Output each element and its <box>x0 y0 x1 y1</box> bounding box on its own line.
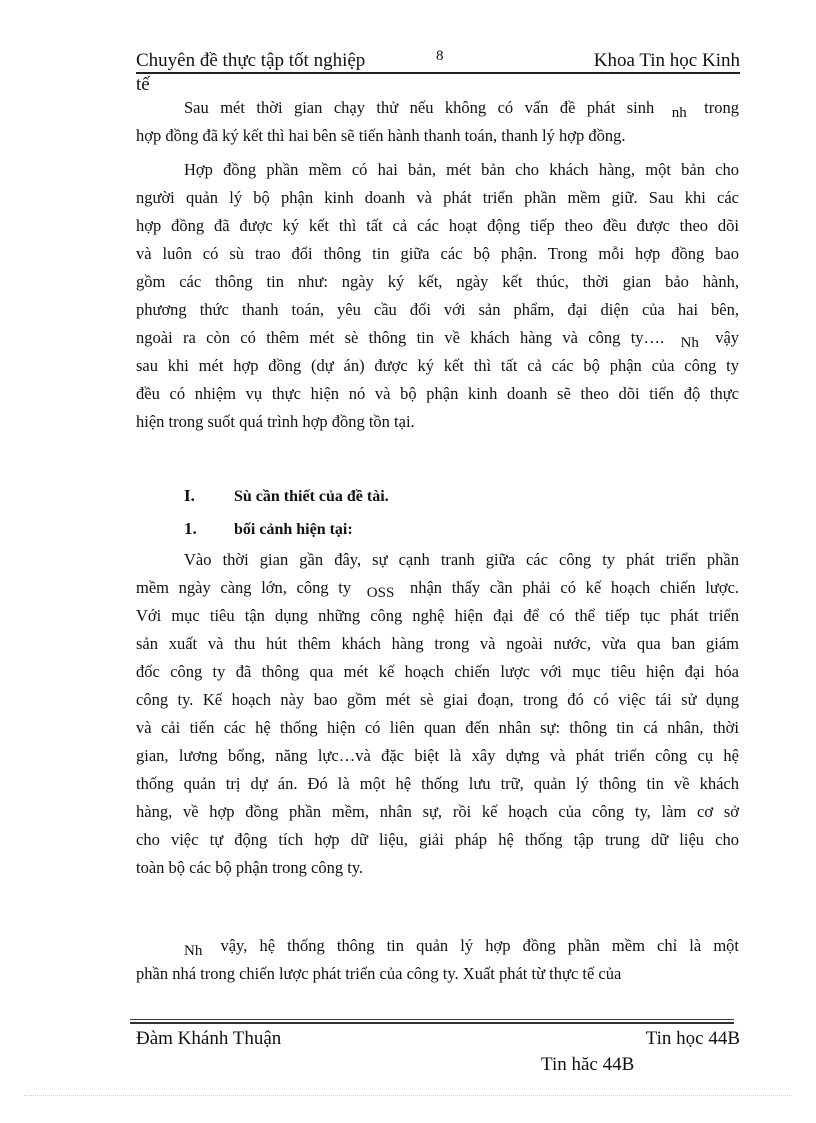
text-line: Hợp đồng phần mềm có hai bản, mét bản cho khách hàng, một bản cho <box>184 160 739 179</box>
text-line: và cải tiến các hệ thống hiện có liên quan đến nhân sự: thông tin cá nhân, thời <box>136 718 739 737</box>
header-faculty: Khoa Tin học Kinh <box>593 50 740 71</box>
page-header <box>136 50 740 74</box>
text-line: sau khi mét hợp đồng (dự án) được ký kết thì tất cả các bộ phận của công ty <box>136 356 739 375</box>
text-line: phần nhá trong chiến lược phát triển của công ty. Xuất phát từ thực tế của <box>136 964 622 983</box>
text-line: Sau mét thời gian chạy thử nếu không có vấn đề phát sinh nh trong <box>184 98 740 121</box>
text-line: toàn bộ các bộ phận trong công ty. <box>136 858 364 877</box>
text-line: đều có nhiệm vụ thực hiện nó và bộ phận kinh doanh sẽ theo dõi tiến độ thực <box>136 384 739 403</box>
text-line: sản xuất và thu hút thêm khách hàng trong và ngoài nước, vừa qua ban giám <box>136 634 739 653</box>
header-wrap-text: tế <box>136 74 150 95</box>
section-heading <box>184 486 389 506</box>
paragraph-1 <box>136 94 739 150</box>
text-line: hàng, về hợp đồng phần mềm, nhân sự, rồi kế hoạch của công ty, làm cơ sở <box>136 802 739 821</box>
text-line: đốc công ty đã thông qua mét kế hoạch chiến lược với mục tiêu hiện đại hóa <box>136 662 739 681</box>
text-line: phương thức thanh toán, yêu cầu đối với sản phẩm, đại diện của hai bên, <box>136 300 739 319</box>
page-bottom-dotted-line <box>24 1095 792 1096</box>
text-line: cho việc tự động tích hợp dữ liệu, giải pháp hệ thống tập trung dữ liệu cho <box>136 830 739 849</box>
text-line: công ty. Kế hoạch này bao gồm mét sè giai đoạn, trong đó có việc tái sử dụng <box>136 690 739 709</box>
footer-rule-double <box>130 1022 734 1024</box>
section-title: Sù cần thiết của đề tài. <box>234 488 389 505</box>
author-name: Đàm Khánh Thuận <box>136 1028 282 1049</box>
text-line: Nh vậy, hệ thống thông tin quản lý hợp đồng phần mềm chỉ là một <box>184 936 739 959</box>
class-label-duplicate: Tin hăc 44B <box>541 1054 635 1075</box>
paragraph-2 <box>136 156 739 436</box>
text-line: Vào thời gian gần đây, sự cạnh tranh giữa các công ty phát triển phần <box>184 550 739 569</box>
class-label: Tin học 44B <box>645 1028 740 1049</box>
text-line: hiện trong suốt quá trình hợp đồng tồn tại. <box>136 412 415 431</box>
section-number: I. <box>184 486 195 505</box>
text-line: ngoài ra còn có thêm mét sè thông tin về khách hàng và công ty…. Nh vậy <box>136 328 740 351</box>
page-number: 8 <box>436 48 444 64</box>
text-line: người quản lý bộ phận kinh doanh và phát triển phần mềm giữ. Sau khi các <box>136 188 739 207</box>
text-line: gồm các thông tin như: ngày ký kết, ngày kết thúc, thời gian bảo hành, <box>136 272 739 291</box>
text-line: gian, lương bổng, năng lực…và đặc biệt là xây dựng và phát triển công cụ hệ <box>136 746 739 765</box>
paragraph-3 <box>136 546 739 882</box>
subsection-title: bối cảnh hiện tại: <box>234 521 353 538</box>
subsection-heading <box>184 519 353 539</box>
footer-rule <box>130 1019 734 1020</box>
text-line: và luôn có sù trao đổi thông tin giữa các bộ phận. Trong mỗi hợp đồng bao <box>136 244 739 263</box>
text-line: thống quản trị dự án. Đó là một hệ thống lưu trữ, quản lý thông tin về khách <box>136 774 739 793</box>
text-line: mềm ngày càng lớn, công ty OSS nhận thấy cần phải có kế hoạch chiến lược. <box>136 578 740 601</box>
subsection-number: 1. <box>184 519 197 538</box>
text-line: hợp đồng đã ký kết thì hai bên sẽ tiến hành thanh toán, thanh lý hợp đồng. <box>136 126 626 145</box>
paragraph-4 <box>136 932 739 988</box>
text-line: Với mục tiêu tận dụng những công nghệ hiện đại để có thể tiếp tục phát triển <box>136 606 739 625</box>
text-line: hợp đồng đã được ký kết thì tất cả các hoạt động tiếp theo đều được theo dõi <box>136 216 739 235</box>
header-title: Chuyên đề thực tập tốt nghiệp <box>136 50 366 71</box>
